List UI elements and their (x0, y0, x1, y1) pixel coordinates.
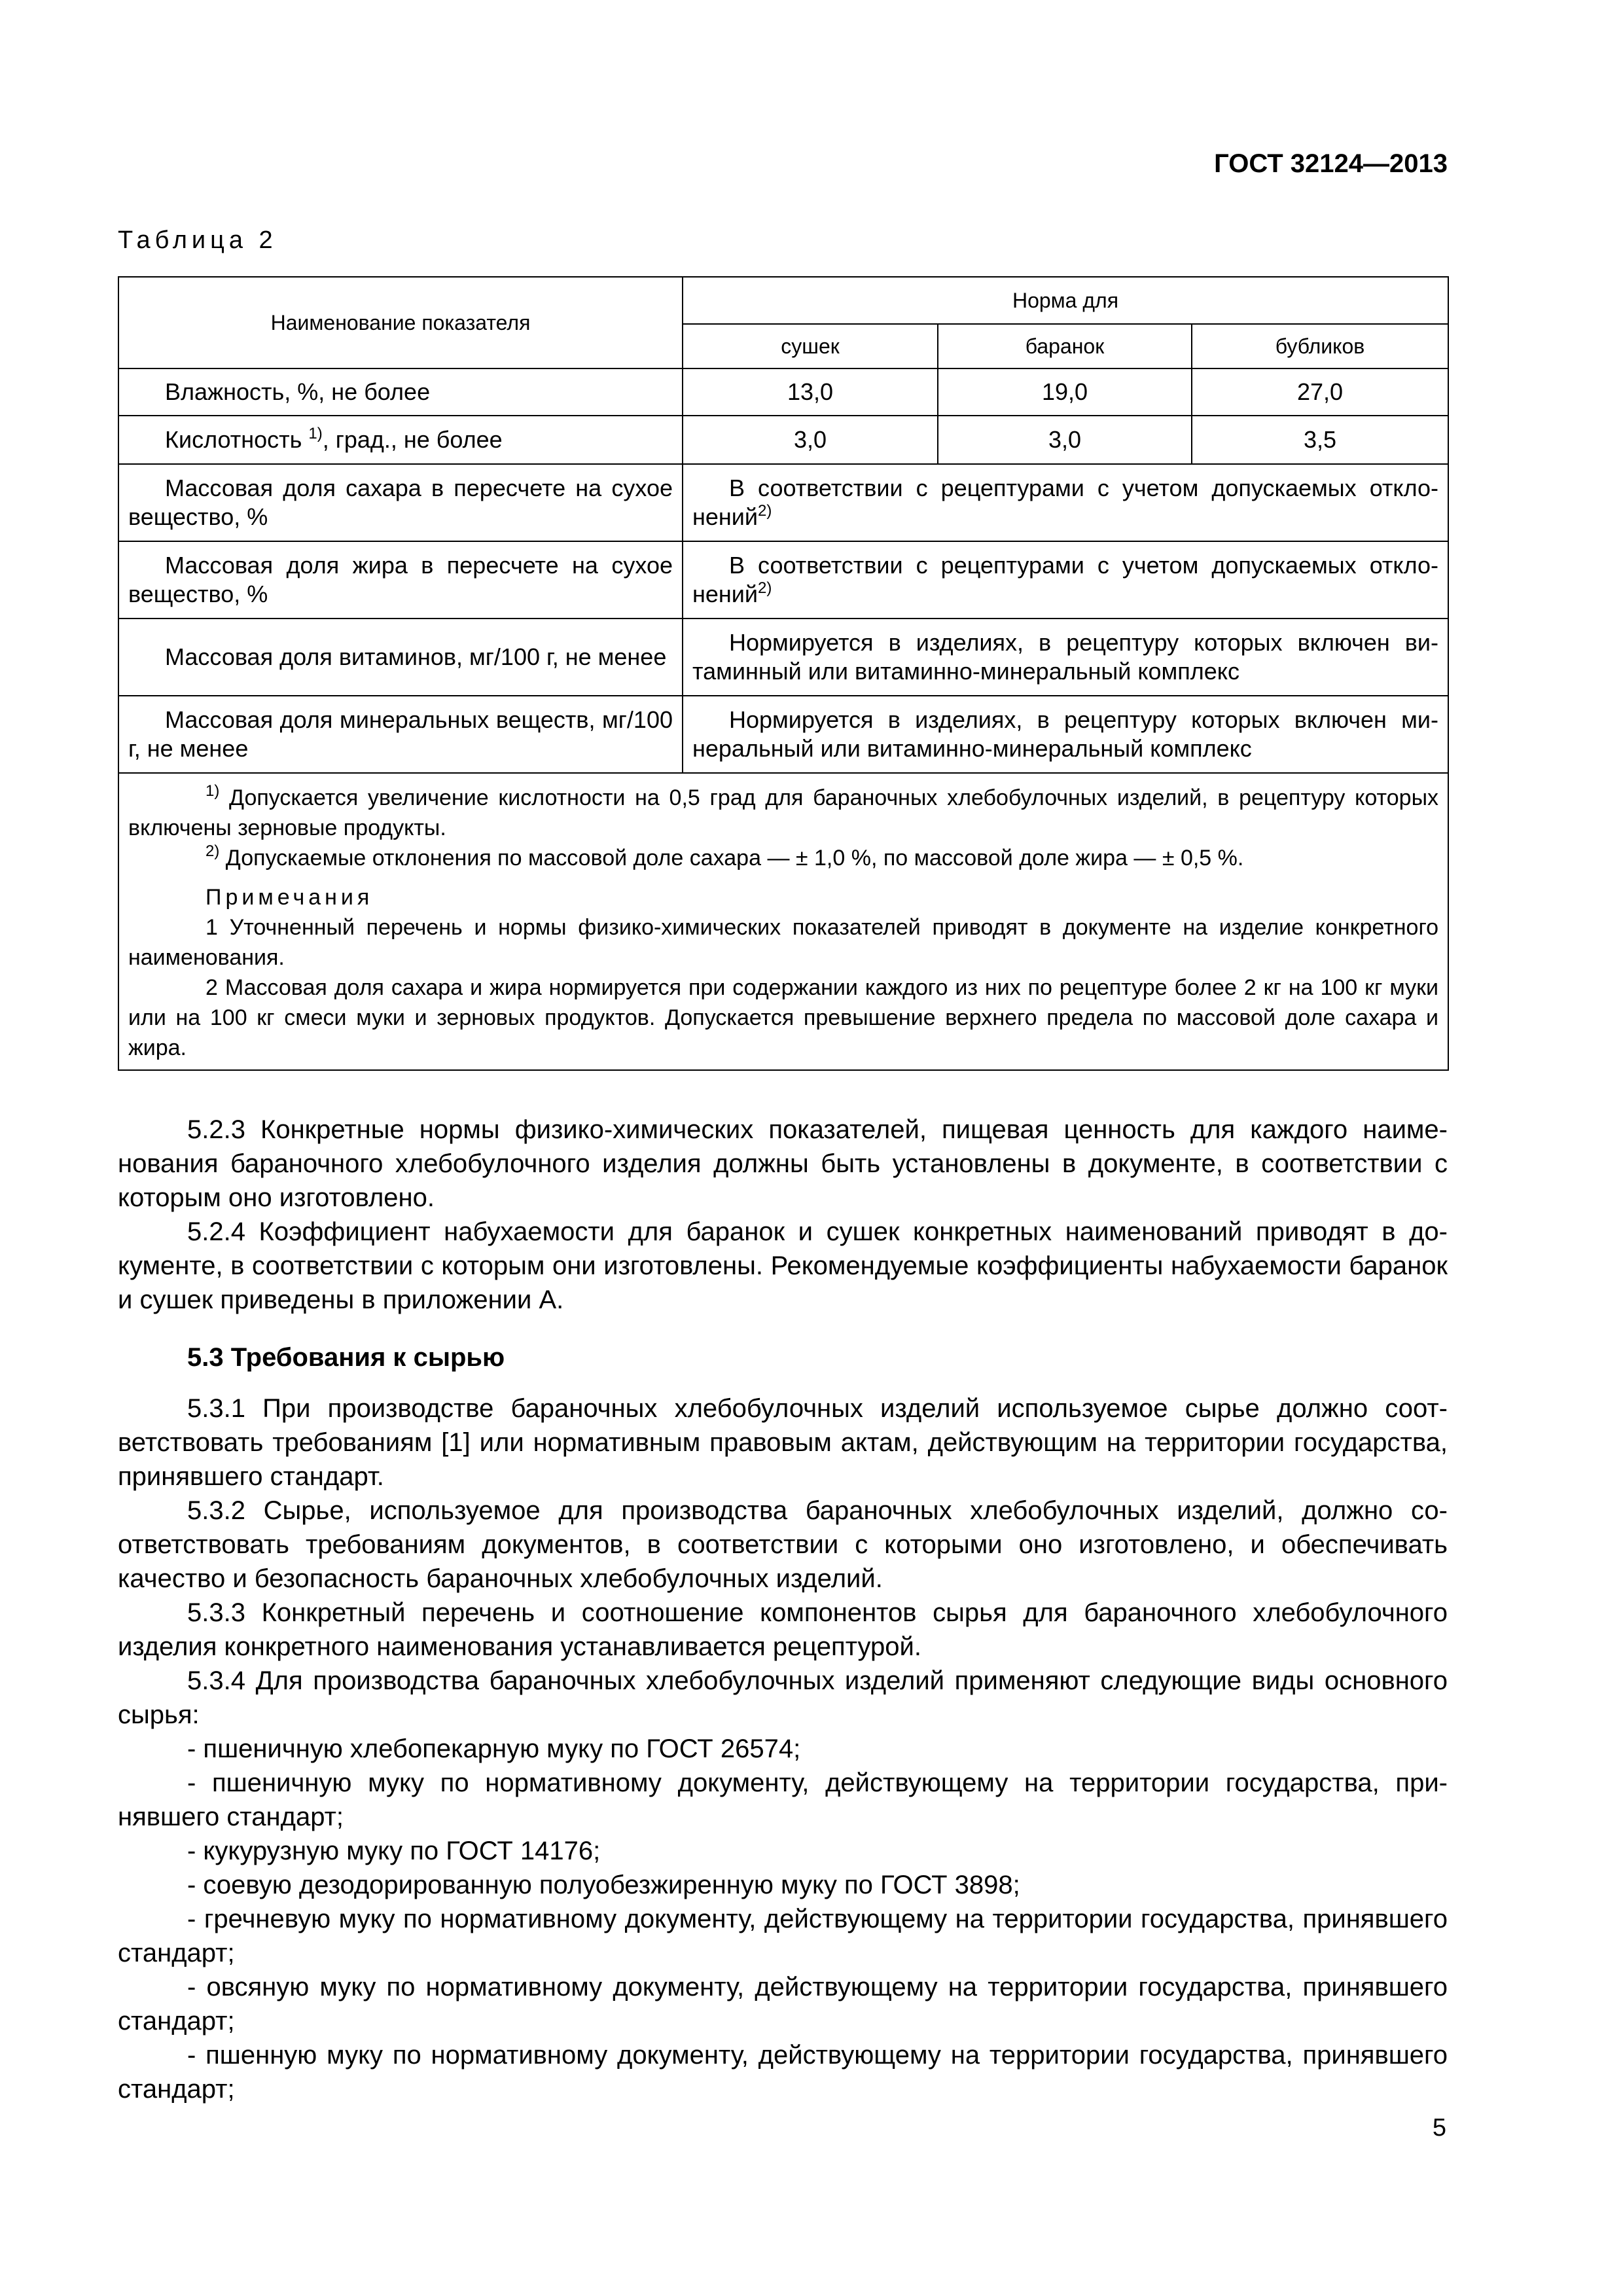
paragraph-5-3-1: 5.3.1 При производстве бараночных хлебобулочных изделий используемое сырье должно соответствовать требованиям [1] или нормативным правовым актам, действующим на территории государства, принявшего стандарт. (118, 1394, 1448, 1491)
cell-text: Нормируется в изделиях, в рецептуру которых включен витаминный или витаминно-минеральный комплекс (683, 619, 1448, 696)
list-item: - гречневую муку по нормативному документу, действующему на территории государства, принявшего стандарт; (118, 1905, 1448, 1967)
table-row (118, 619, 1448, 696)
cell-text: Нормируется в изделиях, в рецептуру которых включен минеральный или витаминно-минеральный комплекс (683, 696, 1448, 773)
paragraph-5-3-2: 5.3.2 Сырье, используемое для производства бараночных хлебобулочных изделий, должно соответствовать требованиям документов, в соответствии с которыми оно изготовлено, и обеспечивать качество и безопасность бараночных хлебобулочных изделий. (118, 1496, 1448, 1593)
paragraph-5-2-4: 5.2.4 Коэффициент набухаемости для баранок и сушек конкретных наименований приводят в документе, в соответствии с которым они изготовлены. Рекомендуемые коэффициенты набухаемости баранок и сушек приведены в приложении А. (118, 1217, 1448, 1314)
table-notes (118, 773, 1448, 1070)
table-row (118, 416, 1448, 464)
cell-value: 13,0 (683, 368, 938, 416)
table-row (118, 696, 1448, 773)
table-row (118, 368, 1448, 416)
cell-value: 19,0 (938, 368, 1192, 416)
cell-value: 3,0 (938, 416, 1192, 464)
table-row (118, 464, 1448, 541)
paragraph-5-3-4: 5.3.4 Для производства бараночных хлебобулочных изделий применяют следующие виды основного сырья: (118, 1666, 1448, 1729)
row-name: Массовая доля витаминов, мг/100 г, не менее (118, 619, 683, 696)
list-item: - пшеничную муку по нормативному документу, действующему на территории государства, принявшего стандарт; (118, 1768, 1448, 1831)
table-caption: Таблица 2 (118, 226, 277, 254)
paragraph-5-3-3: 5.3.3 Конкретный перечень и соотношение компонентов сырья для бараночного хлебобулочного изделия конкретного наименования устанавливается рецептурой. (118, 1598, 1448, 1661)
list-item: - кукурузную муку по ГОСТ 14176; (187, 1837, 601, 1865)
header-norm: Норма для (683, 277, 1448, 324)
row-name: Массовая доля сахара в пересчете на сухое вещество, % (118, 464, 683, 541)
row-name: Массовая доля жира в пересчете на сухое вещество, % (118, 541, 683, 619)
table-2 (118, 276, 1449, 1071)
footnote-1: $^{1)}$ Допускается увеличение кислотности на 0,5 град для бараночных хлебобулочных изделий, в рецептуру которых включены зерновые продукты. (128, 782, 1439, 840)
body-text (118, 1113, 1448, 2106)
list-item: - соевую дезодорированную полуобезжиренную муку по ГОСТ 3898; (187, 1871, 1020, 1899)
footnote-ref: 1) (308, 425, 323, 442)
cell-text: В соответствии с рецептурами с учетом допускаемых отклонений$^{2)}$ (683, 541, 1448, 619)
page-number: 5 (1432, 2114, 1446, 2142)
header-bubliki: бубликов (1192, 324, 1448, 368)
header-sushki: сушек (683, 324, 938, 368)
header-baranki: баранок (938, 324, 1192, 368)
row-name: Влажность, %, не более (118, 368, 683, 416)
list-item: - овсяную муку по нормативному документу, действующему на территории государства, принявшего стандарт; (118, 1973, 1448, 2036)
cell-text: В соответствии с рецептурами с учетом допускаемых отклонений$^{2)}$ (683, 464, 1448, 541)
section-heading-5-3: 5.3 Требования к сырью (187, 1343, 505, 1372)
table-row (118, 541, 1448, 619)
cell-value: 3,0 (683, 416, 938, 464)
header-indicator: Наименование показателя (118, 277, 683, 368)
row-name: Массовая доля минеральных веществ, мг/100 г, не менее (118, 696, 683, 773)
paragraph-5-2-3: 5.2.3 Конкретные нормы физико-химических показателей, пищевая ценность для каждого наименования бараночного хлебобулочного изделия должны быть установлены в документе, в соответствии с которым оно изготовлено. (118, 1115, 1448, 1212)
cell-value: 3,5 (1192, 416, 1448, 464)
document-code: ГОСТ 32124—2013 (1214, 149, 1448, 178)
footnote-2: $^{2)}$ Допускаемые отклонения по массовой доле сахара — ± 1,0 %, по массовой доле жира — ± 0,5 %. (205, 842, 1244, 870)
list-item: - пшеничную хлебопекарную муку по ГОСТ 26574; (187, 1734, 801, 1763)
note-2: 2 Массовая доля сахара и жира нормируется при содержании каждого из них по рецептуре более 2 кг на 100 кг муки или на 100 кг смеси муки и зерновых продуктов. Допускается превышение верхнего предела по массовой доле сахара и жира. (128, 975, 1439, 1060)
cell-value: 27,0 (1192, 368, 1448, 416)
note-1: 1 Уточненный перечень и нормы физико-химических показателей приводят в документе на изделие конкретного наименования. (128, 915, 1439, 970)
notes-title: Примечания (205, 885, 374, 910)
footnote-ref: 2) (758, 502, 772, 520)
list-item: - пшенную муку по нормативному документу, действующему на территории государства, принявшего стандарт; (118, 2041, 1448, 2104)
row-name: Кислотность $^{1)}$, град., не более (118, 416, 683, 464)
footnote-ref: 2) (758, 579, 772, 597)
